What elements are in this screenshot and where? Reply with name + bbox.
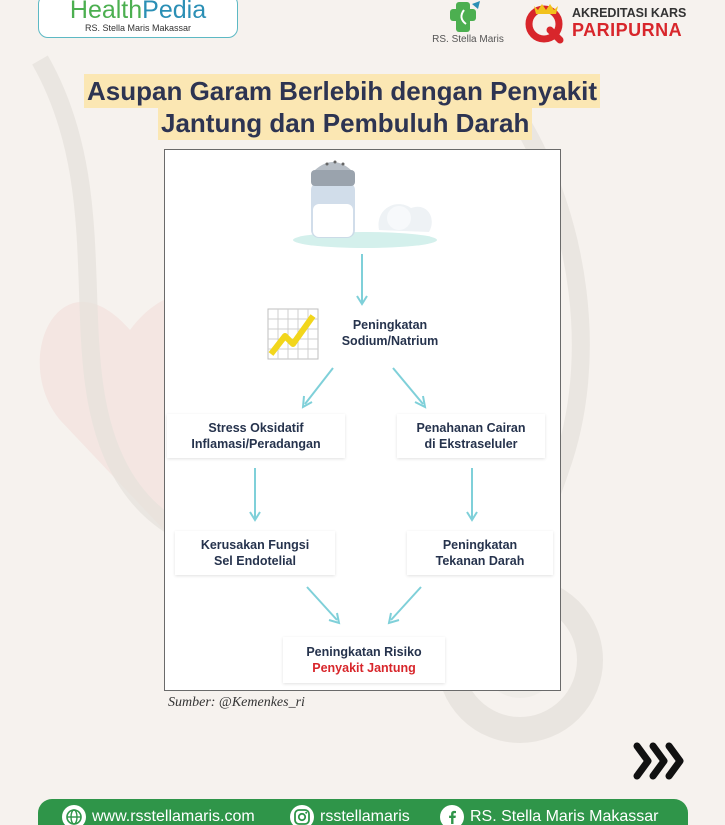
- arrow-sodium-to-stress: [305, 368, 333, 404]
- step-fluid-line2: di Ekstraseluler: [424, 437, 518, 451]
- hospital-cross-icon: [428, 0, 508, 34]
- step-oxidative-stress: [167, 414, 345, 458]
- footer-bar: [38, 799, 688, 825]
- step-endothelial-damage: [175, 531, 335, 575]
- arrow-sodium-to-fluid: [393, 368, 423, 404]
- step-pressure-line1: Peningkatan: [442, 538, 518, 552]
- step-sodium-line1: Peningkatan: [352, 318, 428, 332]
- step-fluid-line1: Penahanan Cairan: [416, 421, 526, 435]
- next-chevrons-icon[interactable]: [632, 741, 688, 781]
- page-title-line1: Asupan Garam Berlebih dengan Penyakit: [84, 74, 600, 108]
- footer-website-text: www.rsstellamaris.com: [92, 808, 255, 825]
- instagram-icon: [290, 805, 314, 825]
- step-pressure-line2: Tekanan Darah: [435, 554, 525, 568]
- facebook-icon: [440, 805, 464, 825]
- result-heart-disease-risk: [283, 637, 445, 683]
- step-oxidative-line1: Stress Oksidatif: [208, 421, 304, 435]
- step-endothelial-line2: Sel Endotelial: [214, 554, 296, 568]
- result-line1: Peningkatan Risiko: [306, 645, 422, 659]
- footer-instagram[interactable]: [290, 805, 410, 825]
- hospital-label: RS. Stella Maris: [432, 34, 504, 45]
- result-line2: Penyakit Jantung: [312, 661, 416, 675]
- step-sodium-line2: Sodium/Natrium: [341, 334, 439, 348]
- footer-website[interactable]: [62, 805, 255, 825]
- step-endothelial-line1: Kerusakan Fungsi: [200, 538, 310, 552]
- accreditation-badge: [520, 0, 720, 44]
- globe-icon: [62, 805, 86, 825]
- arrow-pressure-to-risk: [391, 587, 421, 620]
- rising-chart-icon: [267, 308, 319, 360]
- accreditation-level: PARIPURNA: [572, 20, 683, 40]
- accreditation-label: AKREDITASI KARS: [572, 6, 687, 20]
- step-oxidative-line2: Inflamasi/Peradangan: [191, 437, 321, 451]
- healthpedia-brand-health: Health: [69, 0, 143, 24]
- page-title-line2: Jantung dan Pembuluh Darah: [158, 106, 532, 140]
- hospital-logo: [428, 0, 508, 48]
- infographic-card: [164, 149, 561, 691]
- healthpedia-subtitle: RS. Stella Maris Makassar: [84, 23, 192, 33]
- kars-emblem-icon: [520, 0, 568, 44]
- step-sodium-increase: [321, 310, 459, 356]
- healthpedia-brand-pedia: Pedia: [142, 0, 207, 24]
- footer-instagram-text: rsstellamaris: [320, 808, 410, 825]
- footer-facebook-text: RS. Stella Maris Makassar: [470, 808, 659, 825]
- arrow-endothelial-to-risk: [307, 587, 337, 620]
- footer-facebook[interactable]: [440, 805, 659, 825]
- healthpedia-logo: [38, 0, 238, 38]
- step-blood-pressure: [407, 531, 553, 575]
- source-caption: Sumber: @Kemenkes_ri: [168, 695, 305, 710]
- step-fluid-retention: [397, 414, 545, 458]
